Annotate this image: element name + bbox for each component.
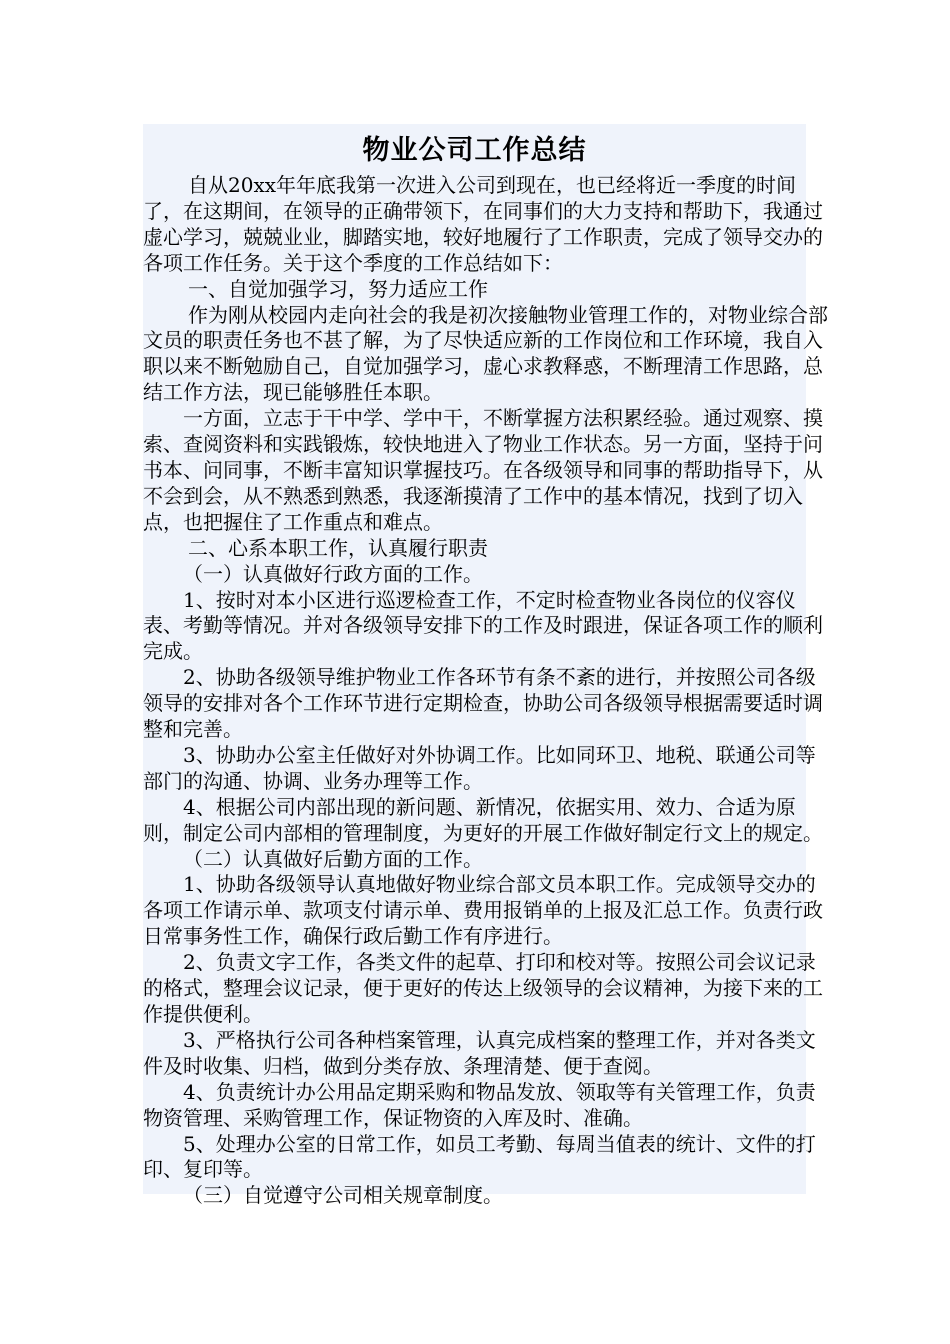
paragraph-intro: 自从20xx年年底我第一次进入公司到现在，也已经将近一季度的时间了，在这期间，在领导的正确带领下，在同事们的大力支持和帮助下，我通过虚心学习，兢兢业业，脚踏实地，较好地履行了工作职责，完成了领导交办的各项工作任务。关于这个季度的工作总结如下： (143, 173, 823, 275)
list-item-admin-1: 1、按时对本小区进行巡逻检查工作，不定时检查物业各岗位的仪容仪表、考勤等情况。并对各级领导安排下的工作及时跟进，保证各项工作的顺利完成。 (143, 587, 823, 664)
heading-section-2: 二、心系本职工作，认真履行职责 (188, 535, 488, 560)
document-title: 物业公司工作总结 (362, 135, 587, 166)
list-item-admin-4: 4、根据公司内部出现的新问题、新情况，依据实用、效力、合适为原则，制定公司内部相的管理制度，为更好的开展工作做好制定行文上的规定。 (143, 794, 823, 845)
list-item-logistics-2: 2、负责文字工作，各类文件的起草、打印和校对等。按照公司会议记录的格式，整理会议记录，便于更好的传达上级领导的会议精神，为接下来的工作提供便利。 (143, 950, 823, 1026)
paragraph-one-aspect: 一方面，立志于干中学、学中干，不断掌握方法积累经验。通过观察、摸索、查阅资料和实践锻炼，较快地进入了物业工作状态。另一方面，坚持于问书本、问同事，不断丰富知识掌握技巧。在各级领导和同事的帮助指导下，从不会到会，从不熟悉到熟悉，我逐渐摸清了工作中的基本情况，找到了切入点，也把握住了工作重点和难点。 (143, 406, 823, 534)
heading-section-1: 一、自觉加强学习，努力适应工作 (188, 276, 488, 301)
list-item-logistics-5: 5、处理办公室的日常工作，如员工考勤、每周当值表的统计、文件的打印、复印等。 (143, 1131, 816, 1182)
list-item-logistics-3: 3、严格执行公司各种档案管理，认真完成档案的整理工作，并对各类文件及时收集、归档，做到分类存放、条理清楚、便于查阅。 (143, 1027, 816, 1078)
subheading-admin: （一）认真做好行政方面的工作。 (183, 561, 483, 586)
list-item-logistics-1: 1、协助各级领导认真地做好物业综合部文员本职工作。完成领导交办的各项工作请示单、款项支付请示单、费用报销单的上报及汇总工作。负责行政日常事务性工作，确保行政后勤工作有序进行。 (143, 872, 823, 949)
paragraph-learning: 作为刚从校园内走向社会的我是初次接触物业管理工作的，对物业综合部文员的职责任务也不甚了解，为了尽快适应新的工作岗位和工作环境，我自入职以来不断勉励自己，自觉加强学习，虚心求教释惑，不断理清工作思路，总结工作方法，现已能够胜任本职。 (143, 302, 828, 405)
subheading-rules: （三）自觉遵守公司相关规章制度。 (183, 1183, 503, 1208)
subheading-logistics: （二）认真做好后勤方面的工作。 (183, 846, 483, 871)
list-item-admin-3: 3、协助办公室主任做好对外协调工作。比如同环卫、地税、联通公司等部门的沟通、协调、业务办理等工作。 (143, 742, 816, 793)
document-body (143, 173, 833, 1209)
list-item-admin-2: 2、协助各级领导维护物业工作各环节有条不紊的进行，并按照公司各级领导的安排对各个工作环节进行定期检查，协助公司各级领导根据需要适时调整和完善。 (143, 665, 823, 742)
list-item-logistics-4: 4、负责统计办公用品定期采购和物品发放、领取等有关管理工作，负责物资管理、采购管理工作，保证物资的入库及时、准确。 (143, 1079, 816, 1130)
